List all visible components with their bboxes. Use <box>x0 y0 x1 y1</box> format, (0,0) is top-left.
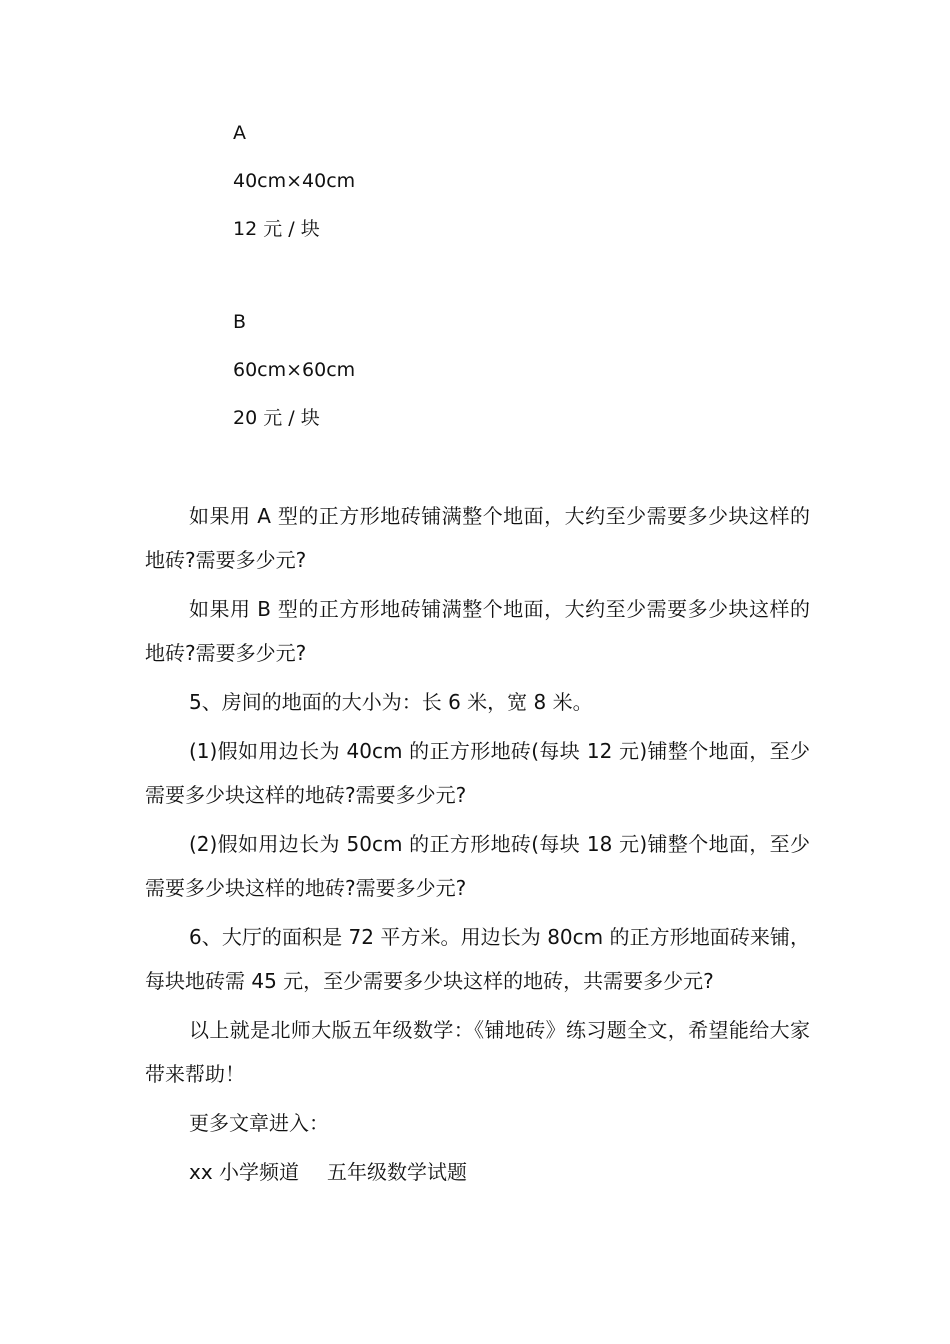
related-links <box>145 1150 810 1194</box>
question-5: 5、房间的地面的大小为：长 6 米，宽 8 米。 <box>189 690 593 714</box>
tile-a-spec <box>233 121 355 241</box>
tile-b-price: 20 元 / 块 <box>233 407 320 429</box>
question-5-part-1: (1)假如用边长为 40cm 的正方形地砖(每块 12 元)铺整个地面，至少需要多少块这样的地砖?需要多少元? <box>145 739 810 807</box>
tile-b-spec <box>233 310 355 430</box>
tile-b-name: B <box>233 311 247 333</box>
document-body <box>145 494 810 1194</box>
question-5-part-2: (2)假如用边长为 50cm 的正方形地砖(每块 18 元)铺整个地面，至少需要多少块这样的地砖?需要多少元? <box>145 832 810 900</box>
tile-a-size: 40cm×40cm <box>233 170 356 192</box>
tile-b-size: 60cm×60cm <box>233 359 356 381</box>
closing-text: 以上就是北师大版五年级数学：《铺地砖》练习题全文，希望能给大家带来帮助！ <box>145 1018 810 1086</box>
channel-link[interactable]: xx 小学频道 <box>189 1160 300 1184</box>
question-tile-b: 如果用 B 型的正方形地砖铺满整个地面，大约至少需要多少块这样的地砖?需要多少元? <box>145 597 810 665</box>
question-tile-a: 如果用 A 型的正方形地砖铺满整个地面，大约至少需要多少块这样的地砖?需要多少元? <box>145 504 810 572</box>
tile-a-name: A <box>233 122 246 144</box>
tile-a-price: 12 元 / 块 <box>233 218 320 240</box>
question-6: 6、大厅的面积是 72 平方米。用边长为 80cm 的正方形地面砖来铺，每块地砖需 45 元，至少需要多少块这样的地砖，共需要多少元? <box>145 925 810 993</box>
more-articles-label: 更多文章进入： <box>189 1111 329 1135</box>
math-tests-link[interactable]: 五年级数学试题 <box>327 1160 468 1184</box>
